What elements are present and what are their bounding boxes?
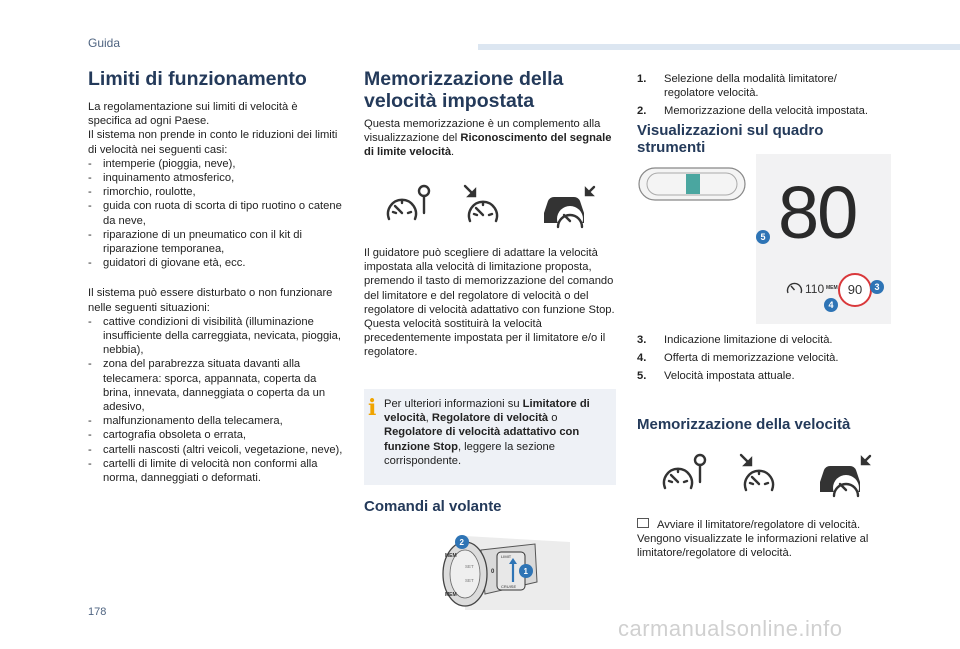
info-bold-limiter: Limitatore di velocità — [384, 398, 590, 425]
instrument-cluster — [756, 154, 891, 324]
speed-memo-title: Memorizzazione della velocità — [637, 416, 851, 433]
situations-list — [88, 315, 343, 485]
memorization-title: Memorizzazione della velocità impostata — [364, 68, 564, 112]
steering-controls-title: Comandi al volante — [364, 498, 502, 515]
legend-number: 3. — [637, 334, 647, 346]
callout-5: 5 — [756, 230, 770, 244]
list-item — [637, 72, 887, 100]
adaptive-cruise-icon — [544, 187, 594, 232]
limits-body — [88, 100, 343, 485]
info-bold-cruise: Regolatore di velocità — [431, 412, 549, 425]
intro-text: Questa memorizzazione è un complemento alla visualizzazione del — [364, 118, 601, 145]
callout-1: 1 — [523, 567, 528, 576]
list-item — [637, 104, 887, 118]
speed-memo-icon — [786, 280, 804, 296]
memo-action-text: Avviare il limitatore/regolatore di velocità. — [657, 519, 861, 531]
legend-text: Velocità impostata attuale. — [664, 370, 795, 383]
memo-action — [637, 518, 889, 532]
watermark: carmanualsonline.info — [618, 616, 843, 641]
stalk-set-top: SET — [465, 564, 474, 569]
limits-intro2: Il sistema non prende in conto le riduzioni dei limiti di velocità nei seguenti casi: — [88, 129, 338, 156]
header-rule — [478, 44, 960, 50]
memo-after: Vengono visualizzate le informazioni relative al limitatore/regolatore di velocità. — [637, 533, 869, 560]
stalk-mem-top: MEM — [445, 553, 457, 559]
info-bold-adaptive: Regolatore di velocità adattativo con funzione Stop — [384, 426, 580, 453]
step-text: Memorizzazione della velocità impostata. — [664, 105, 868, 118]
legend-number: 4. — [637, 352, 647, 365]
limits-title: Limiti di funzionamento — [88, 68, 307, 90]
info-text — [384, 397, 610, 468]
step-number: 1. — [637, 73, 647, 85]
list-item: - zona del parabrezza situata davanti alla telecamera: sporca, appannata, coperta da brina, innevata, danneggiata o coperta da un adesivo, — [88, 357, 343, 414]
intro-end: . — [451, 146, 455, 159]
info-text-c: , — [425, 412, 432, 425]
memorization-intro — [364, 117, 614, 160]
list-item: - rimorchio, roulotte, — [88, 185, 343, 199]
disturb-intro: Il sistema può essere disturbato o non funzionare nelle seguenti situazioni: — [88, 287, 333, 314]
info-icon: i — [368, 395, 377, 421]
legend-text: Offerta di memorizzazione velocità. — [664, 352, 839, 365]
cruise-icon — [465, 186, 497, 221]
memorization-body — [364, 246, 616, 360]
list-item: - cartelli di limite di velocità non conformi alla norma, danneggiati o deformati. — [88, 457, 343, 485]
list-item — [637, 369, 887, 383]
stalk-zero: 0 — [491, 569, 495, 575]
stalk-limit: LIMIT — [501, 554, 512, 559]
memo-label: MEM — [826, 285, 838, 291]
intro-bold: Riconoscimento del segnale di limite velocità — [364, 132, 612, 159]
current-set-speed: 80 — [778, 171, 857, 254]
callout-4: 4 — [824, 298, 838, 312]
legend-text: Indicazione limitazione di velocità. — [664, 334, 833, 346]
list-item — [637, 333, 887, 347]
display-title: Visualizzazioni sul quadro strumenti — [637, 122, 824, 156]
stalk-mem-bottom: MEM — [445, 592, 457, 598]
list-item: - cattive condizioni di visibilità (illuminazione insufficiente della carreggiata, nevicata, pioggia, nebbia), — [88, 315, 343, 358]
limiter-icon — [664, 455, 705, 488]
callout-2: 2 — [459, 538, 464, 547]
list-item: - cartografia obsoleta o errata, — [88, 428, 343, 442]
legend-number: 5. — [637, 370, 647, 383]
list-item — [637, 351, 887, 365]
list-item: - riparazione di un pneumatico con il kit di riparazione temporanea, — [88, 228, 343, 256]
callout-3: 3 — [870, 280, 884, 294]
list-item: - guidatori di giovane età, ecc. — [88, 256, 343, 270]
stalk-set-bottom: SET — [465, 578, 474, 583]
limiter-icon — [388, 186, 429, 219]
list-item: - guida con ruota di scorta di tipo ruotino o catene da neve, — [88, 199, 343, 227]
memorization-para2: Questa velocità sostituirà la velocità precedentemente impostata per il limitatore e/o il regolatore. — [364, 318, 606, 359]
memorization-para1: Il guidatore può scegliere di adattare la velocità impostata alla velocità di limitazione proposta, premendo il tasto di memorizzazione del comando del limitatore e del regolatore di velocità o del regolatore di velocità adattativo con funzione Stop. — [364, 247, 615, 316]
list-item: - malfunzionamento della telecamera, — [88, 414, 343, 428]
memo-offer-speed: 110 — [805, 282, 825, 296]
cluster-bar-graphic — [637, 166, 747, 202]
step-text: Selezione della modalità limitatore/ regolatore velocità. — [664, 73, 837, 100]
step-number: 2. — [637, 105, 647, 118]
steps-list — [637, 72, 887, 123]
cases-list — [88, 157, 343, 271]
checkbox-icon — [637, 518, 649, 528]
info-text-e: o — [548, 412, 558, 425]
stalk-cruise: CRUISE — [501, 584, 517, 589]
list-item: - intemperie (pioggia, neve), — [88, 157, 343, 171]
list-item: - cartelli nascosti (altri veicoli, vegetazione, neve), — [88, 443, 343, 457]
adaptive-cruise-icon — [820, 456, 870, 501]
memo-body — [637, 518, 889, 561]
steering-stalk-illustration — [425, 530, 570, 610]
info-text-a: Per ulteriori informazioni su — [384, 398, 523, 410]
page-number: 178 — [88, 606, 107, 618]
running-header: Guida — [88, 36, 121, 50]
speed-icons-row-2 — [660, 452, 880, 504]
info-text-g: , leggere la sezione corrispondente. — [384, 440, 555, 467]
info-box — [364, 389, 616, 485]
limits-intro: La regolamentazione sui limiti di velocità è specifica ad ogni Paese. — [88, 101, 298, 128]
list-item: - inquinamento atmosferico, — [88, 171, 343, 185]
legend-list — [637, 333, 887, 388]
cruise-icon — [741, 455, 773, 490]
speed-icons-row — [384, 183, 604, 235]
speed-limit-sign: 90 — [838, 273, 872, 307]
